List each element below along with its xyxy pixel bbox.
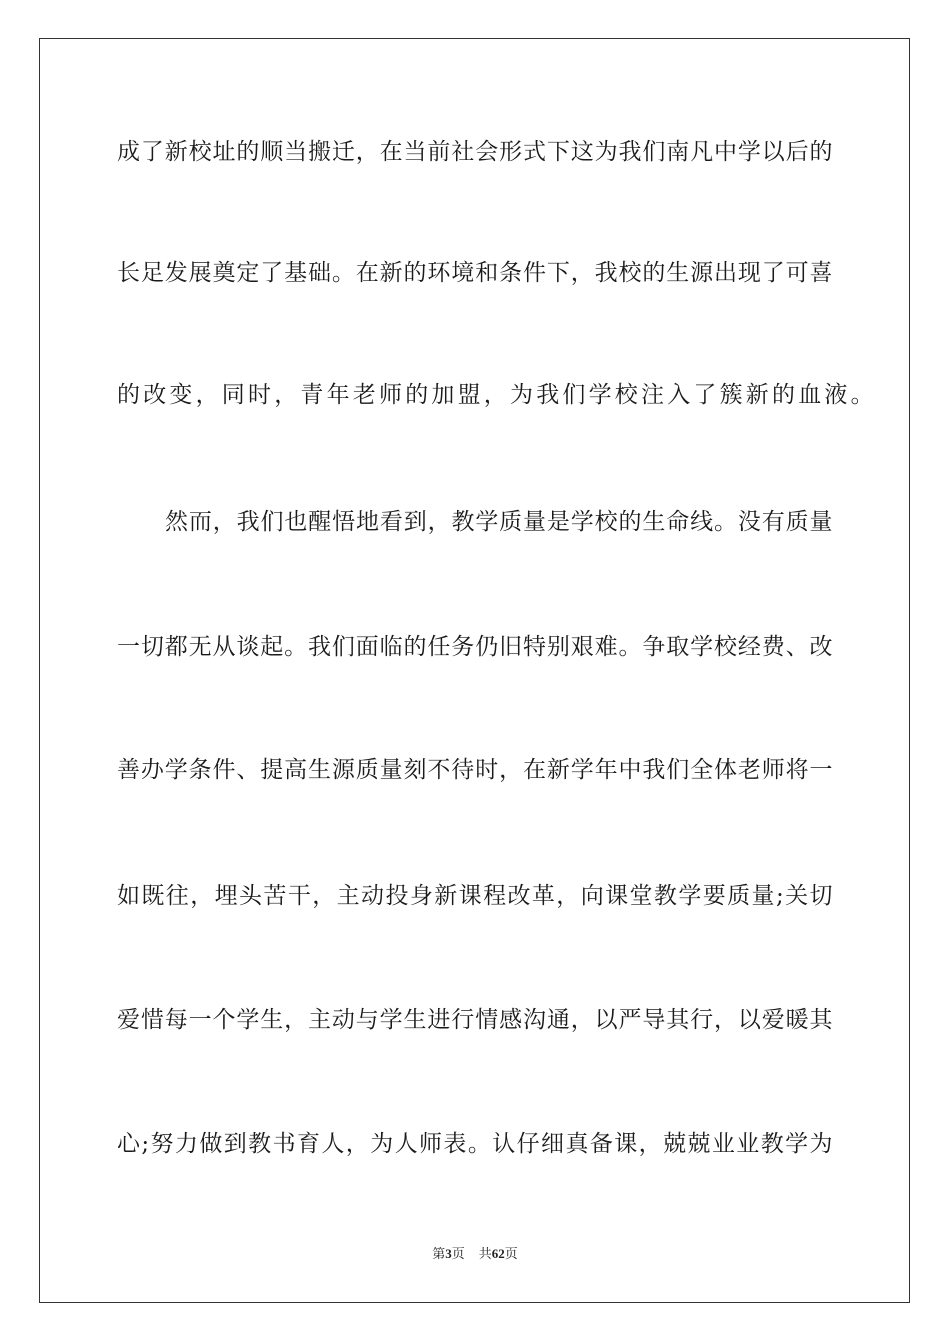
- text-line: 的改变，同时，青年老师的加盟，为我们学校注入了簇新的血液。: [117, 382, 877, 408]
- page-number: 3: [445, 1246, 452, 1261]
- text-line: 如既往，埋头苦干，主动投身新课程改革，向课堂教学要质量;关切: [117, 883, 833, 909]
- text-line: 长足发展奠定了基础。在新的环境和条件下，我校的生源出现了可喜: [117, 260, 833, 286]
- page-border: [39, 38, 910, 1303]
- total-pages: 62: [491, 1246, 505, 1261]
- total-suffix: 页: [504, 1247, 518, 1262]
- page-prefix: 第: [432, 1247, 446, 1262]
- page-suffix: 页: [451, 1247, 465, 1262]
- text-line: 善办学条件、提高生源质量刻不待时，在新学年中我们全体老师将一: [117, 757, 833, 783]
- text-line: 成了新校址的顺当搬迁，在当前社会形式下这为我们南凡中学以后的: [117, 139, 833, 165]
- paragraph-first-line: 然而，我们也醒悟地看到，教学质量是学校的生命线。没有质量: [165, 509, 833, 535]
- text-line: 爱惜每一个学生，主动与学生进行情感沟通，以严导其行，以爱暖其: [117, 1007, 833, 1033]
- total-prefix: 共: [478, 1247, 492, 1262]
- text-line: 心;努力做到教书育人，为人师表。认仔细真备课，兢兢业业教学为: [117, 1131, 833, 1157]
- page-footer: [0, 1245, 950, 1264]
- text-line: 一切都无从谈起。我们面临的任务仍旧特别艰难。争取学校经费、改: [117, 634, 833, 660]
